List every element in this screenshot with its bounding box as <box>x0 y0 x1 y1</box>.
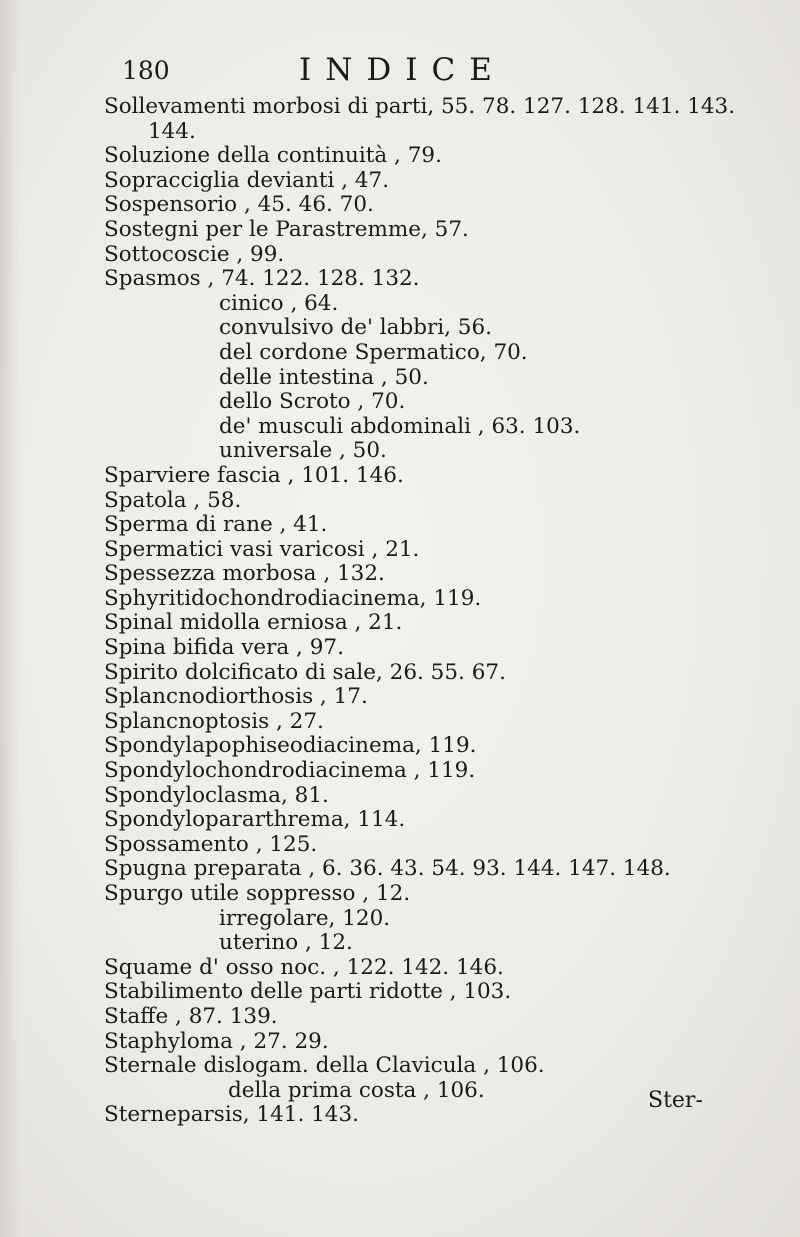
index-entry: Spermatici vasi varicosi , 21. <box>104 536 420 562</box>
index-entry: Sphyritidochondrodiacinema, 119. <box>104 585 482 611</box>
index-entry: Sospensorio , 45. 46. 70. <box>104 192 374 218</box>
index-entry: Sostegni per le Parastremme, 57. <box>104 216 469 242</box>
index-entry: Spina bifida vera , 97. <box>104 635 344 661</box>
index-entry: Spondylapophiseodiacinema, 119. <box>104 733 477 759</box>
index-entry: Spondylochondrodiacinema , 119. <box>104 758 476 784</box>
page-title: INDICE <box>299 52 506 88</box>
index-subentry: cinico , 64. <box>219 290 339 316</box>
index-entry: Spatola , 58. <box>104 487 242 513</box>
page-gutter-shadow <box>0 0 20 1237</box>
index-entry: Spondyloclasma, 81. <box>104 782 329 808</box>
index-entry: Staffe , 87. 139. <box>104 1003 278 1029</box>
index-entry: Sternale dislogam. della Clavicula , 106. <box>104 1053 545 1079</box>
index-entry: Spondylopararthrema, 114. <box>104 807 406 833</box>
index-entry: Soluzione della continuità , 79. <box>104 143 442 169</box>
index-subentry: della prima costa , 106. <box>228 1077 485 1103</box>
index-entry: Spossamento , 125. <box>104 831 318 857</box>
index-entry: Sperma di rane , 41. <box>104 512 328 538</box>
index-entry: Spessezza morbosa , 132. <box>104 561 385 587</box>
index-subentry: dello Scroto , 70. <box>219 389 406 415</box>
index-entry: Splancnoptosis , 27. <box>104 708 324 734</box>
index-entry: Sterneparsis, 141. 143. <box>104 1102 359 1128</box>
index-subentry: del cordone Spermatico, 70. <box>219 339 528 365</box>
index-entry: Sottocoscie , 99. <box>104 241 285 267</box>
index-entry: Spirito dolcificato di sale, 26. 55. 67. <box>104 659 506 685</box>
index-entry: Splancnodiorthosis , 17. <box>104 684 368 710</box>
index-subentry: 144. <box>148 118 196 144</box>
index-entry: Spurgo utile soppresso , 12. <box>104 881 411 906</box>
index-subentry: de' musculi abdominali , 63. 103. <box>219 413 581 439</box>
index-subentry: irregolare, 120. <box>219 905 391 931</box>
index-entry: Sollevamenti morbosi di parti, 55. 78. 127. 128. 141. 143. <box>104 94 736 119</box>
index-entry: Sparviere fascia , 101. 146. <box>104 462 404 488</box>
index-entry: Spinal midolla erniosa , 21. <box>104 610 403 636</box>
index-entry: Spasmos , 74. 122. 128. 132. <box>104 266 420 292</box>
page-number: 180 <box>122 56 170 85</box>
index-entry: Spugna preparata , 6. 36. 43. 54. 93. 144. 147. 148. <box>104 856 671 882</box>
index-list <box>104 95 744 1128</box>
index-subentry: universale , 50. <box>219 438 387 464</box>
index-subentry: uterino , 12. <box>219 930 353 956</box>
index-entry: Stabilimento delle parti ridotte , 103. <box>104 979 512 1005</box>
index-entry: Staphyloma , 27. 29. <box>104 1028 329 1054</box>
index-subentry: delle intestina , 50. <box>219 364 429 390</box>
page-header <box>104 52 664 92</box>
catchword: Ster- <box>648 1088 703 1113</box>
index-entry: Squame d' osso noc. , 122. 142. 146. <box>104 954 504 980</box>
index-entry: Sopracciglia devianti , 47. <box>104 167 390 193</box>
index-subentry: convulsivo de' labbri, 56. <box>219 315 493 341</box>
